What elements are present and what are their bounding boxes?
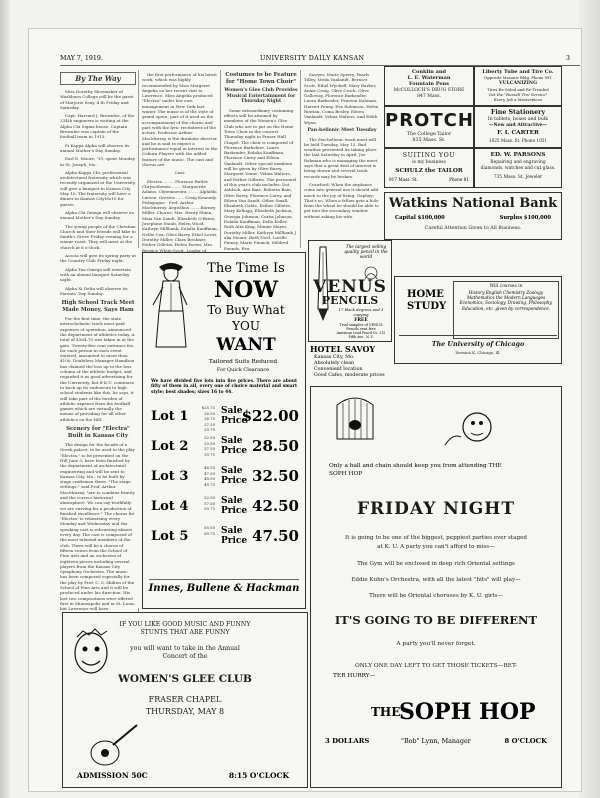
column-electra-cast — [142, 72, 218, 253]
news-item: Pi Kappa Alpha will observe its annual Mother's Day Sunday. — [60, 142, 130, 153]
ad-soph-hop — [310, 386, 562, 788]
lot-original-prices — [195, 435, 215, 457]
ad-text: Repairing and engraving — [490, 160, 546, 165]
ad-text: Tailored Suits Reduced — [208, 359, 278, 365]
original-price: 47.50 — [204, 470, 215, 476]
ad-hotel-savoy — [308, 344, 390, 384]
ad-text: The Gym will be enclosed in deep rich Oriental settings — [357, 561, 515, 567]
birdcage-icon — [327, 395, 383, 445]
ad-text: A party you'll never forget. — [396, 641, 476, 647]
sale-price-label: Sale Price — [221, 466, 248, 486]
original-price: 27.50 — [204, 421, 215, 427]
ad-text: The College Tailor — [406, 132, 452, 137]
original-price: 52.50 — [204, 495, 215, 500]
ad-text: Trial samples of VENUS Pencils sent free — [339, 323, 383, 332]
ad-text: FRIDAY NIGHT — [356, 499, 515, 519]
ad-text: PENCILS — [321, 294, 379, 307]
news-item: The young people of the Christian Church and their friends will hike to Smith's Grove Friday evening for a wienie roast. They will meet at the church at 6 o'clock. — [60, 223, 136, 250]
ad-text: "Bob" Lynn, Manager — [401, 737, 471, 745]
news-item: Capt. Harvard J. Brownlee, of the 334th engineers is visiting at the Alpha Chi Sigma house. Captain Brownlee was captain of the football team in 1915. — [60, 113, 135, 140]
ad-text: TER HURRY— — [333, 673, 376, 679]
panhellenic-headline: Pan-hellenic Meet Tuesday — [307, 127, 377, 133]
ad-fine-stationery — [474, 106, 562, 148]
ad-text: VULCANIZING — [499, 81, 537, 86]
ad-text: you will want to take in the Annual — [130, 645, 240, 652]
ad-text: Watkins National Bank — [388, 196, 558, 211]
ad-text: Good Cafes, moderate prices — [314, 373, 385, 378]
ad-text: 8:15 O'CLOCK — [228, 771, 289, 780]
ad-text: IT'S GOING TO BE DIFFERENT — [334, 613, 538, 627]
lot-sale-price: 28.50 — [252, 437, 299, 455]
sale-price-label: Sale Price — [221, 526, 248, 546]
ad-text: Careful Attention Given to All Business. — [424, 226, 522, 231]
ad-liberty-tube — [474, 66, 562, 106]
ad-text: Convenient location — [314, 367, 363, 372]
ad-description: We have divided five lots into five prices. There are about fifty of them in all, every one of choice material and smart style; best shades; sizes 16 to 44. — [151, 379, 297, 395]
ad-text: Phone 81 — [449, 177, 469, 182]
original-price: $25.75 — [201, 405, 215, 410]
divider — [399, 335, 557, 336]
original-price: 59.75 — [204, 506, 215, 511]
lot-label: Lot 3 — [151, 469, 189, 484]
ad-text: Will courses in — [489, 284, 523, 289]
ad-text: 3 DOLLARS — [325, 737, 370, 745]
lot-original-prices — [195, 495, 215, 512]
ad-text: IF YOU LIKE GOOD MUSIC AND FUNNY — [119, 621, 251, 628]
lot-original-prices — [195, 405, 215, 433]
news-item: Alpha Chi Omega will observe its annual Mother's Day Sunday. — [60, 209, 135, 221]
ad-text: ADMISSION 50C — [77, 771, 148, 780]
news-item: Earl E. Moore, '19, spent Monday in St. Joseph, Mo. — [60, 156, 136, 167]
lot-label: Lot 2 — [151, 439, 189, 454]
electra-continued: the first performance of his latest work, which was highly recommended by Miss Margaret Angelia on her recent visit to Lawrence. Miss Angelia produced "Electra" under her own management in New York last winter. The music is of the style of grand opera, part of it used as the accompaniment of the chorus and part with the lyric recitatives of the actors. Professor Arthur MacMurray is the dramatic director and he is said to expect a performance equal in interest to the Coburn Players with the added feature of the music. The cast and chorus are: — [142, 72, 218, 168]
ad-text: FREE — [354, 318, 368, 323]
ad-text: diamonds, watches and cut glass. — [480, 166, 556, 171]
glee-list-continued: Sawyer, Marie Sperry, Pearls Tilley, Meda Vanlandt, Bernice Scott, Ethel Wyckoff, Mary Barber, Annie Craig, Olive Crock, Olive Galloway, Florence Barkrader, Laura Barkrader, Pearson Kuhman, Harriet Penny, Eva Robinson, Helen Rowlan, Coma Besley, Eileen Vanlandt, Velma Walters, and Edith Wynn. — [304, 72, 379, 125]
column-by-the-way — [60, 72, 136, 612]
ad-text: 847 Mass. — [417, 94, 441, 99]
courses-box — [453, 281, 559, 339]
ad-text: In tablets, boxes and bulk — [487, 117, 549, 122]
original-price: 69.75 — [204, 530, 215, 536]
ad-text: ONLY ONE DAY LEFT TO GET THOSE TICKETS—BET- — [354, 663, 518, 669]
ad-parsons-jeweler — [474, 148, 562, 188]
original-price: 37.50 — [204, 446, 215, 451]
sale-price-label: Sale Price — [221, 496, 248, 516]
ad-text: STUNTS THAT ARE FUNNY — [140, 629, 230, 636]
ad-text: Surplus $100,000 — [499, 215, 551, 221]
ad-text: SUITING YOU — [402, 152, 456, 159]
ad-text: Fine Stationery — [490, 109, 546, 116]
ad-text: Get the "Russell Tire Service" — [488, 92, 548, 97]
airplane-joke: Crawford: When the airplanes come into general use it should add much to the joy of living. Gaphey: That's so. When a fellow gets a hole from the wheel he should be able to get into the secondary window without asking his wife. — [304, 181, 379, 219]
column-rule — [138, 70, 139, 248]
ad-text: NOW — [214, 277, 278, 303]
lot-label: Lot 1 — [151, 409, 189, 424]
ad-text: WANT — [216, 335, 276, 355]
costumes-subhead: Women's Glee Club Provides Musical Entertainment for Thursday Night — [224, 88, 298, 105]
ad-text: Opposite Masonic Bldg. Phone 991 — [484, 75, 552, 80]
divider — [149, 579, 299, 580]
lot-sale-price: $22.00 — [241, 407, 299, 425]
original-price: 46.50 — [204, 465, 215, 470]
ad-text: Kansas City, Mo. — [314, 355, 355, 360]
ad-text: 917 Mass. St. — [389, 177, 418, 182]
ad-text: The University of Chicago — [431, 340, 525, 348]
store-signature: Innes, Bullene & Hackman — [148, 583, 300, 594]
ad-text: Tires Re-Soled and Re-Treaded — [487, 87, 549, 92]
ad-text: at K. U. A party you can't afford to miss— — [377, 544, 495, 550]
ad-text: 735 Mass. St. Jeweler — [493, 175, 543, 180]
ad-text: THE — [371, 705, 401, 719]
track-meet-headline: High School Track Meet Made Money, Says Ham — [61, 300, 135, 313]
ad-venus-pencils — [308, 240, 392, 342]
column-glee-costumes — [224, 72, 298, 251]
ad-text: Fountain Pens — [409, 81, 449, 87]
ad-text: Concert of the — [162, 653, 208, 660]
news-item: Alpha Kappa Chi, professional architectural fraternity which was recently organized at the University, will give a banquet in Kansas City May 10. The fraternity will have a dinner in Kansas CityMo10 for guests. — [60, 169, 136, 207]
column-rule — [220, 70, 221, 248]
by-the-way-title: By The Way — [60, 72, 136, 85]
sale-price-label: Sale Price — [221, 406, 248, 426]
ad-text: The Time Is — [207, 261, 285, 276]
news-item: Alpha Xi Delta will observe its Parents' Day Sunday. — [60, 285, 128, 296]
ad-text: 17 black degrees and 3 copying — [338, 307, 384, 317]
ad-text: HOTEL SAVOY — [310, 344, 376, 354]
ad-text: SOPH HOP — [329, 471, 363, 477]
original-price: 39.75 — [204, 451, 215, 457]
ad-text: The largest selling quality pencil in the world — [344, 245, 388, 261]
original-price: 65.00 — [204, 525, 215, 530]
ad-home-study — [394, 276, 562, 364]
scan-edge-left — [0, 0, 10, 798]
original-price: 49.75 — [204, 481, 215, 487]
cast-list: Electra ........ Florence Butler. Chrysothemis ....... Marguerite Adams. Clytemnestra ........ Alphilda Larsen. Orestes ...... Craig Kennedy. Pedagogue - Prof. Arthur MacMurray. Aegisthus ....... Barney Miller. Chorus: Mrs. Henry Shinn, Maia Van Sandt, Elizabeth O'Brien, Josephine Staub, Helen Wood, Kathryn Millhank, Eulalia Kauffman, Nellie Cox, Olive Barry, Ethel Lewis, Dorothy Miller, Clara Brickner, Esther Gilletie, Helen Porter, Mrs. Bernice White-Scott. Leader of — [142, 178, 218, 253]
ad-text: There will be Oriental choruses by K. U. girls— — [369, 593, 503, 599]
ad-text: Conklin and — [412, 69, 446, 75]
ad-text: Capital $100,000 — [395, 215, 445, 221]
original-price: 48.50 — [204, 476, 215, 481]
ad-text: —New and Attractive— — [488, 123, 548, 128]
ad-text: Eddie Kuhn's Orchestra, with all the latest "hits" will play— — [351, 577, 521, 583]
ad-text: STUDY — [407, 301, 447, 312]
ad-text: FRASER CHAPEL — [148, 695, 222, 704]
lot-sale-price: 42.50 — [252, 497, 299, 515]
lot-original-prices — [195, 465, 215, 487]
ad-womens-glee-club — [62, 612, 308, 788]
ad-text: PROTCH — [385, 110, 474, 131]
ad-text: Every Job a Masterpiece — [493, 97, 543, 102]
ad-text: History English Chemistry Zoology Mathematics the Modern Languages Economics, Sociology, Drawing, Philosophy, Education, etc. given by correspondence. — [459, 290, 553, 311]
column-panhellenic — [304, 72, 380, 248]
guitar-icon — [85, 721, 145, 771]
original-price: 26.50 — [204, 410, 215, 416]
ad-text: Division K, Chicago, Ill. — [455, 350, 501, 355]
original-price: 32.50 — [204, 435, 215, 440]
ad-text: For Quick Clearance — [216, 367, 270, 373]
original-price: 33.50 — [204, 440, 215, 446]
ad-text: 835 Mass. St. — [412, 138, 446, 143]
woman-figure-icon — [149, 261, 191, 353]
lot-label: Lot 4 — [151, 499, 189, 514]
lot-sale-price: 47.50 — [252, 527, 299, 545]
cast-heading: Cast: — [174, 170, 186, 176]
ad-tailored-suits — [142, 252, 306, 609]
header-date: MAY 7, 1919. — [60, 55, 103, 62]
ad-text: 8 O'CLOCK — [504, 737, 547, 745]
ad-schulz-tailor — [384, 148, 474, 188]
ball-and-chain-icon — [439, 393, 499, 447]
lot-original-prices — [195, 525, 215, 536]
ad-text: It is going to be one of the biggest, peppiest parties ever staged — [345, 535, 527, 541]
ad-text: L. E. Waterman — [407, 75, 451, 81]
costumes-body: Some extraordinary costuming effects will be attained by members of the Women's Glee Club who are to put on the Home Town Choir in the concert Thursday night in Fraser Hall Chapel. The choir is composed of Florence Barkshire, Laura Barkrader, Eulalia Kauffman, Florence Carey and Eileen Vanlaudt. Other special numbers will be given by Olive Barry, Margaret Yenne, Velma Walters, and Esther Gilbeits. The personnel of this year's club includes: Dot Ashlock, Ava Baie, Roberta Bain, Olive Barry, Florence Carey, and Eileen Van Sandt. Other Small, Elizabeth Gable, Esther Gillette, Mary Kellogg, Elizabeth Jackson, Georgia Johnson, Curtis Johnson, Eulalia Kauffman, Della Keller, Ruth Alta King, Minnie Mayer, Dorothy Miller, Kathryn Millhank J alia Mount, Ruth Noel, Lucille Pinney, Marie Pinnick, Mildred Pounds, Eva — [224, 107, 297, 251]
news-item: Miss Dorothy Shoemaker of Washburn College will be the guest of Marjorie Seay, 4 th Friday and Saturday. — [60, 89, 134, 110]
ad-text: To Buy What — [207, 303, 285, 317]
ad-text: Only a ball and chain should keep you from attending THE — [329, 463, 502, 469]
ad-text: Liberty Tube and Tire Co. — [482, 69, 554, 75]
news-item: Acacia will give its spring party at the Country Club Friday night. — [60, 253, 136, 264]
ad-text: Absolutely clean — [314, 361, 355, 366]
ad-text: ED. W. PARSONS — [490, 152, 546, 158]
panhellenic-body: The Pan-hellenic track meet will be held Tuesday, May 13. Bad weather prevented its taking place the last Saturday in April. Joe Rehman who is managing the meet says that a great deal of interest is being shown and several track records may be broken. — [304, 136, 378, 179]
ad-text: HOME — [407, 289, 444, 300]
news-item: Alpha Tau Omega will entertain with an alumni banquet Saturday night. — [60, 266, 131, 283]
ad-text: 1025 Mass. St. Phone 1051 — [488, 138, 548, 143]
ad-text: F. I. CARTER — [497, 130, 539, 136]
lot-sale-price: 32.50 — [252, 467, 299, 485]
scenery-headline: Scenery for "Electra" Built in Kansas City — [66, 426, 130, 439]
page-header — [60, 55, 580, 65]
scenery-body: The design for the facade of a Greek palace, to be used in the play "Electra," to be presented on the Hill June 5, have been finished by the department of architectural engineering and will be sent to Kansas City, Mo., to be built by stage craftsmen there. "The stage settings," said Prof. Arthur MacMurray, "are to combine beauty and the correct historical atmosphere. We can say truthfully we are striving for a production of finished excellence." The chorus for "Electra" is rehearsing every Monday and Wednesday and the speaking cast is rehearsing almost every day. The cast is composed of the most talented members of the club. There will be a chorus of fifteen voices from the School of Fine Arts and an orchestra of eighteen pieces including several players from the Kansas City Symphony Orchestra. The music has been composed especially for the play by Prof. C. S. Skilton of the School of Fine Arts and it will be produced under his direction. His last two compositions were offered first in Minneapolis and in St. Louis, but Lawrence will have — [60, 442, 136, 612]
costumes-headline: Costumes to be Feature for "Home Town Choir" — [225, 72, 297, 85]
header-page-number: 3 — [565, 55, 570, 62]
ad-text: THURSDAY, MAY 8 — [145, 707, 225, 716]
ad-text: YOU — [232, 319, 260, 333]
header-title: UNIVERSITY DAILY KANSAN — [260, 55, 365, 62]
ad-text: American Lead Pencil Co. 215 Fifth Ave., N. Y. — [336, 331, 386, 339]
ad-text: McCOLLOCH'S DRUG STORE — [393, 88, 465, 93]
original-price: 57.50 — [204, 500, 215, 506]
sale-price-label: Sale Price — [221, 436, 248, 456]
ad-text: SOPH HOP — [399, 699, 536, 725]
original-price: 29.75 — [204, 427, 215, 432]
ad-text: VENUS — [313, 277, 387, 297]
track-meet-body: For the first time, the state interscholastic track meet paid expenses of operation, announced the department of athletics today. A total of $264.75 was taken in at the gate. Twenty-five cent entrance fee, for each person in each event entered, amounted to more than $100. Doubtless Manager Hamilton has claimed the loss up to the loss column of the athletic budget, and regarded it as good advertising for the University, but if K.U. continues to back up its endeavors to high school students like this, he says, it will take part of the burden of athletic expense from the football games which are virtually the means of providing for all other athletics on the Hill. — [60, 316, 135, 422]
ad-text: WOMEN'S GLEE CLUB — [118, 673, 252, 685]
ad-watkins-bank — [384, 192, 562, 240]
ad-text: SCHULZ the TAILOR — [395, 168, 463, 174]
lot-label: Lot 5 — [151, 529, 189, 544]
original-price: 26.75 — [204, 416, 215, 421]
ad-conklin — [384, 66, 474, 106]
ad-text: is my business — [412, 160, 446, 165]
column-rule — [300, 70, 301, 248]
ad-protch — [384, 106, 474, 148]
